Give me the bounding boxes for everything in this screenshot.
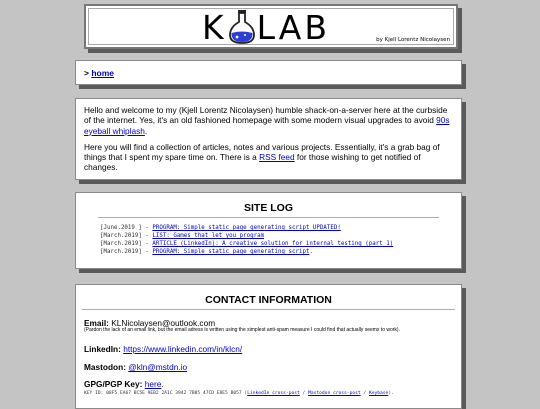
mastodon-link[interactable]: @kln@mstdn.io [128, 362, 188, 372]
list-item [100, 232, 393, 240]
logo-letters-lab: LAB [256, 7, 330, 47]
site-header [84, 4, 458, 49]
intro-section [75, 98, 462, 180]
divider [82, 309, 455, 310]
log-entry-end: . [309, 249, 313, 255]
intro-text-2-end: for those wishing to get notified of changes. [84, 152, 421, 173]
intro-text-2: Here you will find a collection of articles, notes and various projects. Essentially, it's a grab bag of things that I spent my spare time on. There is a [84, 141, 440, 163]
breadcrumb-line [84, 68, 114, 78]
log-separator: - [141, 241, 153, 247]
email-note: (Pardon the lack of an email link, but the email adress is written using the simplest anti-spam measure I could find that actually seems to work). [84, 327, 400, 333]
flask-icon [228, 9, 256, 45]
intro-text-1: Hello and welcome to my (Kjell Lorentz Nicolaysen) humble shack-on-a-server here at the curbside of the internet. Yes, it's an old fashioned homepage with some modern visual upgrades to avoid [84, 105, 448, 126]
site-log-section [75, 192, 462, 269]
gpg-row: GPG/PGP Key: here. [84, 379, 164, 389]
byline: by Kjell Lorentz Nicolaysen [376, 37, 450, 43]
email-value: KLNicolaysen@outlook.com [111, 318, 216, 328]
key-id-line [84, 391, 394, 396]
gpg-end: . [161, 379, 164, 389]
home-link[interactable]: home [91, 68, 115, 78]
linkedin-crosspost-link[interactable]: LinkedIn cross-post [247, 391, 300, 396]
rss-feed-link[interactable]: RSS feed [259, 152, 295, 163]
list-item [100, 248, 393, 256]
site-log-title: SITE LOG [243, 202, 293, 214]
mastodon-row: Mastodon: @kln@mstdn.io [84, 362, 188, 372]
keybase-link[interactable]: Keybase [368, 391, 389, 396]
log-entry-link[interactable]: LIST: Games that let you program [152, 233, 265, 239]
gpg-label: GPG/PGP Key [84, 379, 140, 389]
mastodon-crosspost-link[interactable]: Mastodon cross-post [308, 391, 361, 396]
list-item [100, 224, 393, 232]
site-logo[interactable] [202, 8, 330, 46]
key-id: KEY ID: 08F5 EA67 BC5E 9EB2 2A1C 3942 7B05 47CD E8E5 B057 [84, 391, 242, 396]
linkedin-label: LinkedIn [84, 344, 119, 354]
key-separator: / [299, 391, 309, 396]
linkedin-link[interactable]: https://www.linkedin.com/in/klcn/ [123, 344, 243, 354]
contact-title: CONTACT INFORMATION [205, 294, 332, 306]
key-separator: / [360, 391, 369, 396]
key-paren-open: ( [241, 391, 248, 396]
mastodon-label: Mastodon [84, 362, 124, 372]
contact-section [75, 284, 462, 409]
log-entry-link[interactable]: PROGRAM: Simple static page generating script [152, 249, 310, 255]
log-entry-link[interactable]: ARTICLE (LinkedIn): A creative solution for internal testing (part 1) [152, 241, 394, 247]
log-separator: - [141, 225, 153, 231]
log-entry-link[interactable]: PROGRAM: Simple static page generating script UPDATED! [152, 225, 341, 231]
intro-paragraph-2 [84, 142, 453, 173]
divider [98, 217, 439, 218]
breadcrumb [75, 60, 462, 85]
log-separator: - [141, 233, 153, 239]
key-paren-close: ). [388, 391, 394, 396]
intro-paragraph-1 [84, 105, 453, 136]
linkedin-row: LinkedIn: https://www.linkedin.com/in/klcn/ [84, 344, 243, 354]
log-separator: - [141, 249, 153, 255]
intro-text-1-end: . [144, 125, 148, 136]
log-date: [March.2019] [100, 241, 142, 247]
breadcrumb-prefix: > [84, 68, 89, 78]
email-row: Email: KLNicolaysen@outlook.com [84, 318, 216, 328]
site-log-list [100, 224, 393, 256]
gpg-key-link[interactable]: here [144, 379, 162, 389]
logo-letter-k: K [202, 7, 227, 47]
90s-whiplash-link[interactable]: 90s eyeball whiplash [84, 115, 450, 136]
email-label: Email [84, 318, 107, 328]
log-date: [June.2019 ] [100, 225, 142, 231]
log-date: [March.2019] [100, 233, 142, 239]
log-date: [March.2019] [100, 249, 142, 255]
list-item [100, 240, 393, 248]
